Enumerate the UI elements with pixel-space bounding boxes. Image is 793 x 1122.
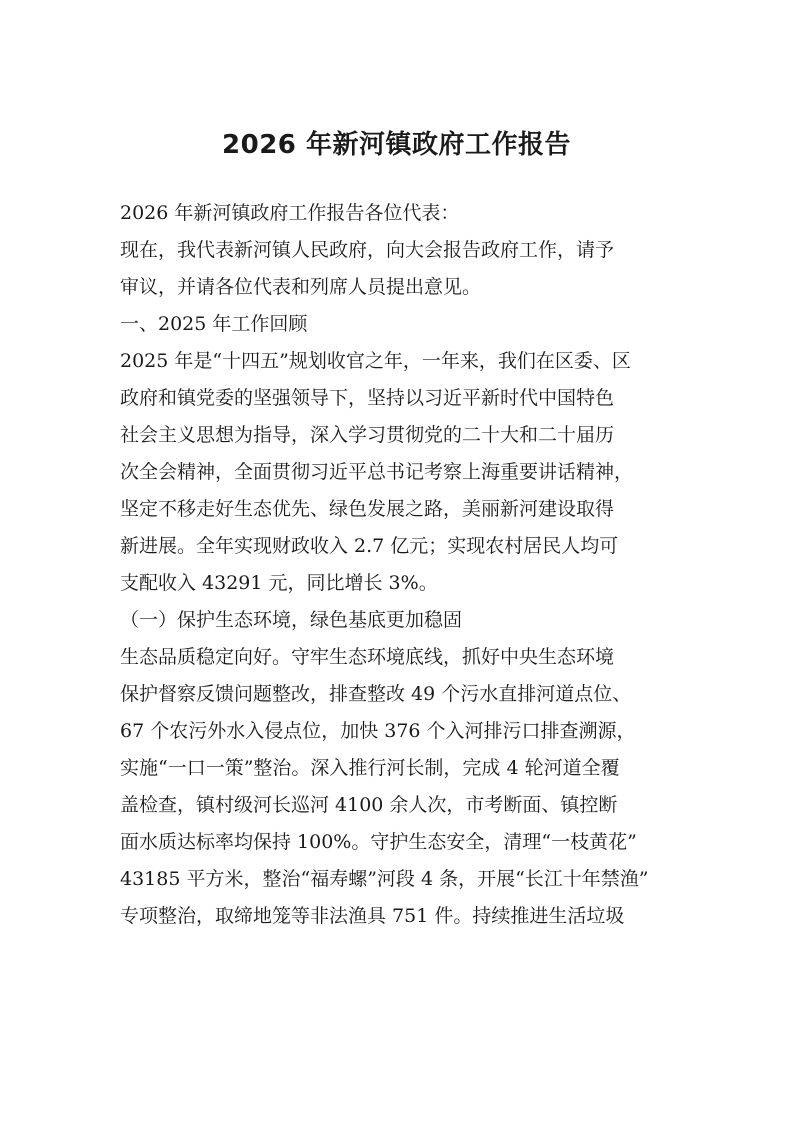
body-line: 社会主义思想为指导，深入学习贯彻党的二十大和二十届历 <box>120 424 615 446</box>
body-line: 43185 平方米，整治“福寿螺”河段 4 条，开展“长江十年禁渔” <box>120 868 649 890</box>
body-line: 67 个农污外水入侵点位，加快 376 个入河排污口排查溯源， <box>120 720 636 742</box>
document-title: 2026 年新河镇政府工作报告 <box>222 130 571 160</box>
greeting-line: 2026 年新河镇政府工作报告各位代表： <box>120 202 460 224</box>
body-line: 专项整治，取缔地笼等非法渔具 751 件。持续推进生活垃圾 <box>120 905 625 927</box>
body-line: 审议，并请各位代表和列席人员提出意见。 <box>120 276 482 298</box>
body-line: 保护督察反馈问题整改，排查整改 49 个污水直排河道点位、 <box>120 683 632 705</box>
body-line: 2025 年是“十四五”规划收官之年，一年来，我们在区委、区 <box>120 350 631 372</box>
body-line: 盖检查，镇村级河长巡河 4100 余人次，市考断面、镇控断 <box>120 794 618 816</box>
body-line: 现在，我代表新河镇人民政府，向大会报告政府工作，请予 <box>120 239 615 261</box>
body-line: 面水质达标率均保持 100%。守护生态安全，清理“一枝黄花” <box>120 831 637 853</box>
body-line: 次全会精神，全面贯彻习近平总书记考察上海重要讲话精神， <box>120 461 634 483</box>
section-heading: 一、2025 年工作回顾 <box>120 313 308 335</box>
body-line: 坚定不移走好生态优先、绿色发展之路，美丽新河建设取得 <box>120 498 615 520</box>
body-line: 生态品质稳定向好。守牢生态环境底线，抓好中央生态环境 <box>120 646 615 668</box>
subsection-heading: （一）保护生态环境，绿色基底更加稳固 <box>120 609 463 631</box>
body-line: 支配收入 43291 元，同比增长 3%。 <box>120 572 438 594</box>
body-line: 政府和镇党委的坚强领导下，坚持以习近平新时代中国特色 <box>120 387 615 409</box>
document-body <box>120 195 680 935</box>
body-line: 新进展。全年实现财政收入 2.7 亿元；实现农村居民人均可 <box>120 535 619 557</box>
body-line: 实施“一口一策”整治。深入推行河长制，完成 4 轮河道全覆 <box>120 757 620 779</box>
